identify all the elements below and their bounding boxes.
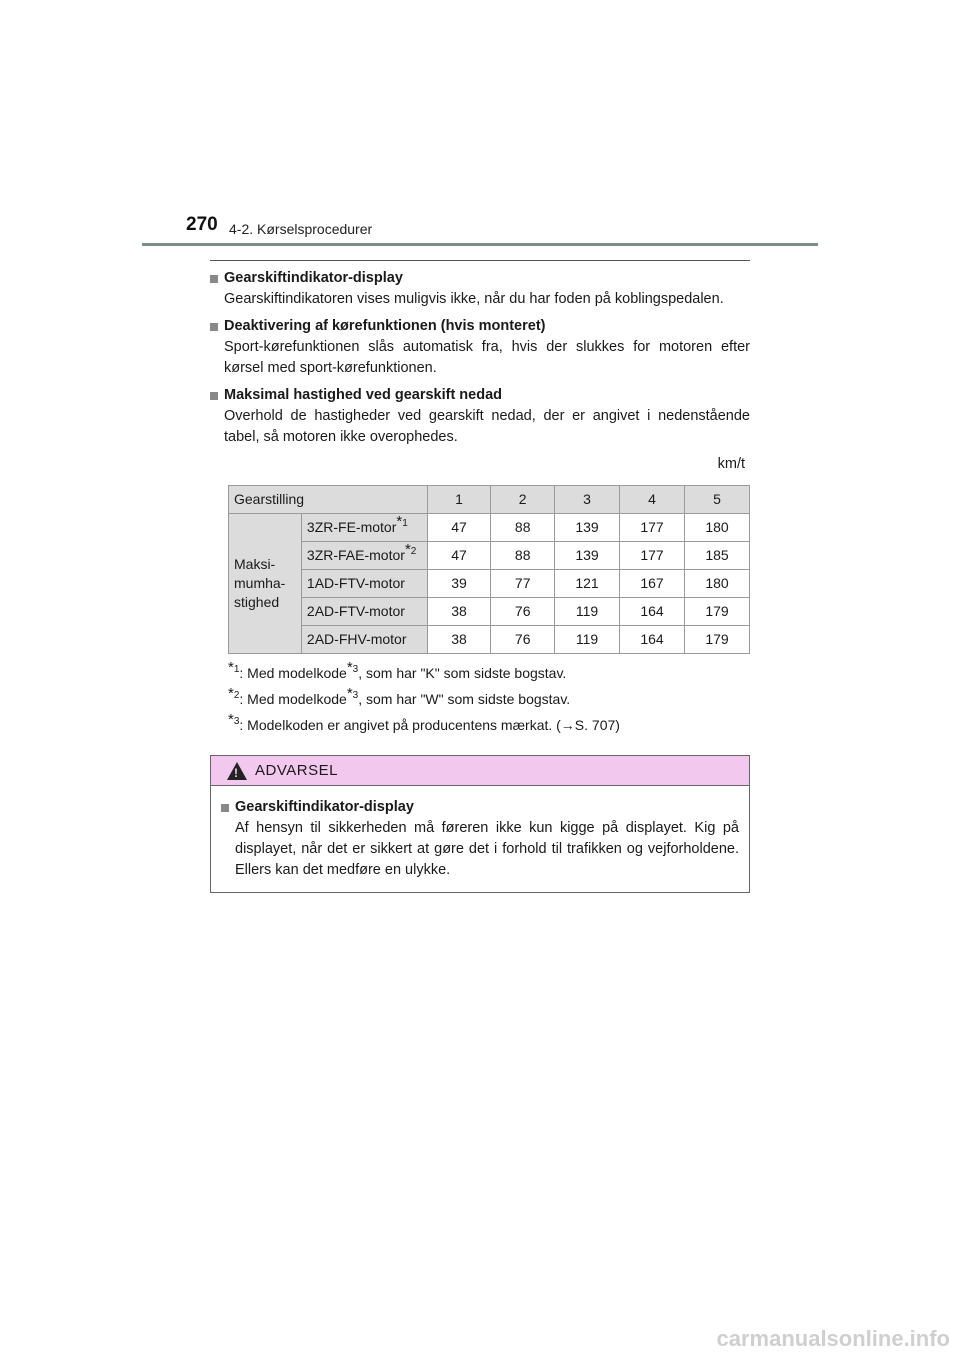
table-cell: 77 — [491, 570, 555, 598]
item-body: Overhold de hastigheder ved gearskift nedad, der er angivet i nedenstående tabel, så motoren ikke overophedes. — [224, 408, 750, 445]
table-row — [229, 514, 750, 542]
warning-triangle-icon — [227, 762, 247, 780]
section-title: 4-2. Kørselsprocedurer — [229, 221, 373, 237]
item-gearshift-display — [210, 268, 750, 310]
footnote: $^{*1}$: Med modelkode$^{*3}$, som har "K" som sidste bogstav. — [228, 659, 567, 681]
footnote-text: : Modelkoden er angivet på producentens mærkat. (→S. 707) — [239, 717, 620, 733]
table-row — [229, 598, 750, 626]
item-title: Gearskiftindikator-display — [224, 270, 403, 286]
footnote-num: 1 — [233, 664, 240, 676]
square-bullet-icon — [210, 275, 218, 283]
table-cell: 88 — [491, 542, 555, 570]
footnote-text: : Med modelkode — [239, 691, 347, 707]
warning-box — [210, 755, 750, 893]
table-cell: 179 — [684, 626, 749, 654]
warning-body — [211, 786, 749, 881]
footnote-text: , som har "W" som sidste bogstav. — [358, 691, 571, 707]
engine-cell: 3ZR-FAE-motor$^{*2}$ — [301, 542, 427, 570]
table-cell: 38 — [427, 626, 491, 654]
table-header-cell: 3 — [555, 486, 620, 514]
table-header-cell: 1 — [427, 486, 491, 514]
item-max-speed — [210, 385, 750, 448]
engine-cell: 2AD-FTV-motor — [301, 598, 427, 626]
table-cell: 47 — [427, 542, 491, 570]
table-cell: 88 — [491, 514, 555, 542]
item-body: Gearskiftindikatoren vises muligvis ikke, når du har foden på koblingspedalen. — [224, 291, 724, 307]
footnote: $^{*3}$: Modelkoden er angivet på producentens mærkat. (→S. 707) — [228, 711, 620, 733]
table-header-cell: 4 — [620, 486, 685, 514]
table-cell: 119 — [555, 598, 620, 626]
table-cell: 38 — [427, 598, 491, 626]
footnote-text: , som har "K" som sidste bogstav. — [358, 665, 567, 681]
footnote-ref: 3 — [352, 664, 359, 676]
table-row — [229, 570, 750, 598]
row-label-line: Maksi- — [234, 556, 276, 572]
page-number: 270 — [186, 214, 218, 235]
table-cell: 39 — [427, 570, 491, 598]
table-cell: 180 — [684, 570, 749, 598]
footnote-ref: 2 — [410, 546, 417, 558]
footnote-ref: 3 — [352, 690, 359, 702]
table-cell: 177 — [620, 514, 685, 542]
item-title: Maksimal hastighed ved gearskift nedad — [224, 387, 503, 403]
square-bullet-icon — [221, 804, 229, 812]
footnote-text: : Med modelkode — [239, 665, 347, 681]
table-cell: 139 — [555, 542, 620, 570]
engine-name: 3ZR-FAE-motor — [306, 547, 405, 563]
row-label-line: mumha- — [234, 575, 286, 591]
table-cell: 164 — [620, 626, 685, 654]
row-group-label — [229, 514, 302, 654]
footnote-ref: 1 — [402, 518, 408, 530]
table-cell: 121 — [555, 570, 620, 598]
warning-text: Af hensyn til sikkerheden må føreren ikke kun kigge på displayet. Kig på displayet, når det er sikkert at gøre det i forhold til trafikken og vejforholdene. Ellers kan det medføre en ulykke. — [235, 820, 739, 878]
table-header-cell: 2 — [491, 486, 555, 514]
unit-label: km/t — [717, 456, 745, 472]
engine-cell: 2AD-FHV-motor — [301, 626, 427, 654]
table-header-gear: Gearstilling — [229, 486, 428, 514]
row-label-line: stighed — [234, 594, 280, 610]
speed-table — [228, 485, 750, 654]
content-rule — [210, 260, 750, 261]
warning-title: Gearskiftindikator-display — [235, 799, 414, 815]
square-bullet-icon — [210, 323, 218, 331]
table-cell: 119 — [555, 626, 620, 654]
engine-name: 3ZR-FE-motor — [306, 519, 397, 535]
table-cell: 177 — [620, 542, 685, 570]
item-deactivation — [210, 316, 750, 379]
engine-cell: 3ZR-FE-motor$^{*1}$ — [301, 514, 427, 542]
table-row — [229, 626, 750, 654]
table-cell: 164 — [620, 598, 685, 626]
table-cell: 179 — [684, 598, 749, 626]
table-cell: 185 — [684, 542, 749, 570]
footnote: $^{*2}$: Med modelkode$^{*3}$, som har "W" som sidste bogstav. — [228, 685, 571, 707]
footnotes — [228, 660, 750, 738]
item-body: Sport-kørefunktionen slås automatisk fra, hvis der slukkes for motoren efter kørsel med sport-kørefunktionen. — [224, 339, 750, 376]
table-cell: 76 — [491, 598, 555, 626]
table-cell: 139 — [555, 514, 620, 542]
item-title: Deaktivering af kørefunktionen (hvis monteret) — [224, 318, 546, 334]
content — [210, 268, 750, 738]
watermark: carmanualsonline.info — [716, 1326, 950, 1351]
table-cell: 76 — [491, 626, 555, 654]
table-cell: 47 — [427, 514, 491, 542]
warning-label: ADVARSEL — [255, 762, 338, 779]
table-cell: 180 — [684, 514, 749, 542]
table-header-row — [229, 486, 750, 514]
header-rule — [142, 243, 818, 246]
table-cell: 167 — [620, 570, 685, 598]
table-row — [229, 542, 750, 570]
engine-cell: 1AD-FTV-motor — [301, 570, 427, 598]
table-header-cell: 5 — [684, 486, 749, 514]
square-bullet-icon — [210, 392, 218, 400]
footnote-num: 2 — [233, 690, 240, 702]
footnote-num: 3 — [233, 716, 240, 728]
warning-header — [211, 756, 749, 786]
